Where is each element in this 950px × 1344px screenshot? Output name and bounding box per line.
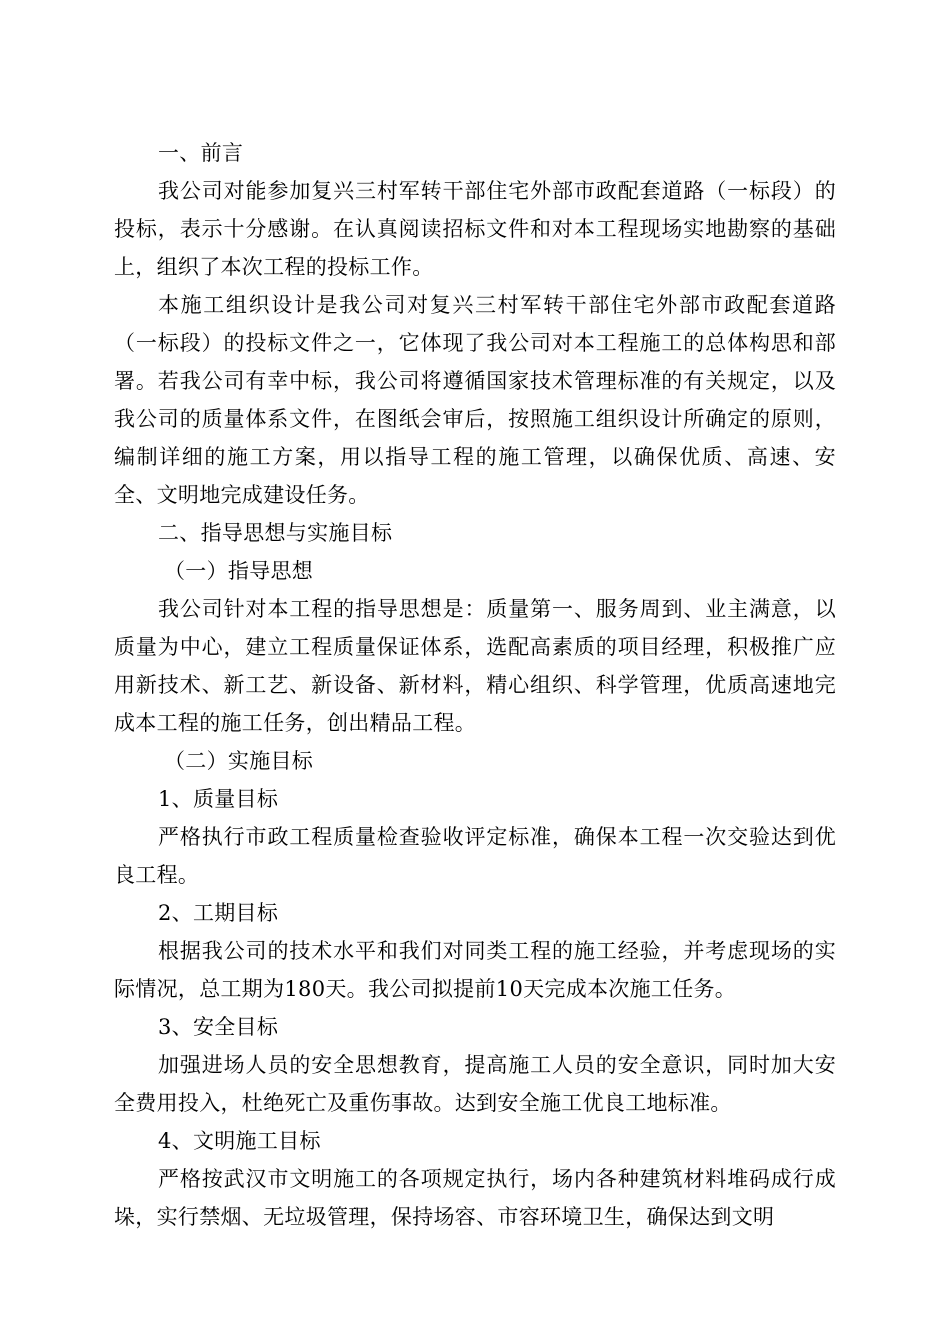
subsection-heading-goals: （二）实施目标: [164, 749, 314, 773]
body-paragraph: 我公司对能参加复兴三村军转干部住宅外部市政配套道路（一标段）的投标，表示十分感谢。在认真阅读招标文件和对本工程现场实地勘察的基础上，组织了本次工程的投标工作。: [114, 179, 836, 279]
body-paragraph: 本施工组织设计是我公司对复兴三村军转干部住宅外部市政配套道路（一标段）的投标文件之一，它体现了我公司对本工程施工的总体构思和部署。若我公司有幸中标，我公司将遵循国家技术管理标准的有关规定，以及我公司的质量体系文件，在图纸会审后，按照施工组织设计所确定的原则，编制详细的施工方案，用以指导工程的施工管理，以确保优质、高速、安全、文明地完成建设任务。: [114, 293, 836, 507]
body-paragraph: 严格按武汉市文明施工的各项规定执行，场内各种建筑材料堆码成行成垛，实行禁烟、无垃圾管理，保持场容、市容环境卫生，确保达到文明: [114, 1167, 836, 1229]
section-heading-preface: 一、前言: [158, 141, 244, 165]
body-paragraph: 我公司针对本工程的指导思想是：质量第一、服务周到、业主满意，以质量为中心，建立工程质量保证体系，选配高素质的项目经理，积极推广应用新技术、新工艺、新设备、新材料，精心组织、科学管理，优质高速地完成本工程的施工任务，创出精品工程。: [114, 597, 836, 735]
item-heading-quality: 1、质量目标: [158, 787, 279, 811]
item-heading-civilized-construction: 4、文明施工目标: [158, 1129, 321, 1153]
body-paragraph: 加强进场人员的安全思想教育，提高施工人员的安全意识，同时加大安全费用投入，杜绝死亡及重伤事故。达到安全施工优良工地标准。: [114, 1053, 836, 1115]
body-paragraph: 根据我公司的技术水平和我们对同类工程的施工经验，并考虑现场的实际情况，总工期为180天。我公司拟提前10天完成本次施工任务。: [114, 939, 836, 1001]
section-heading-guiding-principles: 二、指导思想与实施目标: [158, 521, 393, 545]
document-body: [114, 134, 836, 1236]
body-paragraph: 严格执行市政工程质量检查验收评定标准，确保本工程一次交验达到优良工程。: [114, 825, 836, 887]
item-heading-schedule: 2、工期目标: [158, 901, 279, 925]
item-heading-safety: 3、安全目标: [158, 1015, 279, 1039]
subsection-heading-guiding-thought: （一）指导思想: [164, 559, 314, 583]
